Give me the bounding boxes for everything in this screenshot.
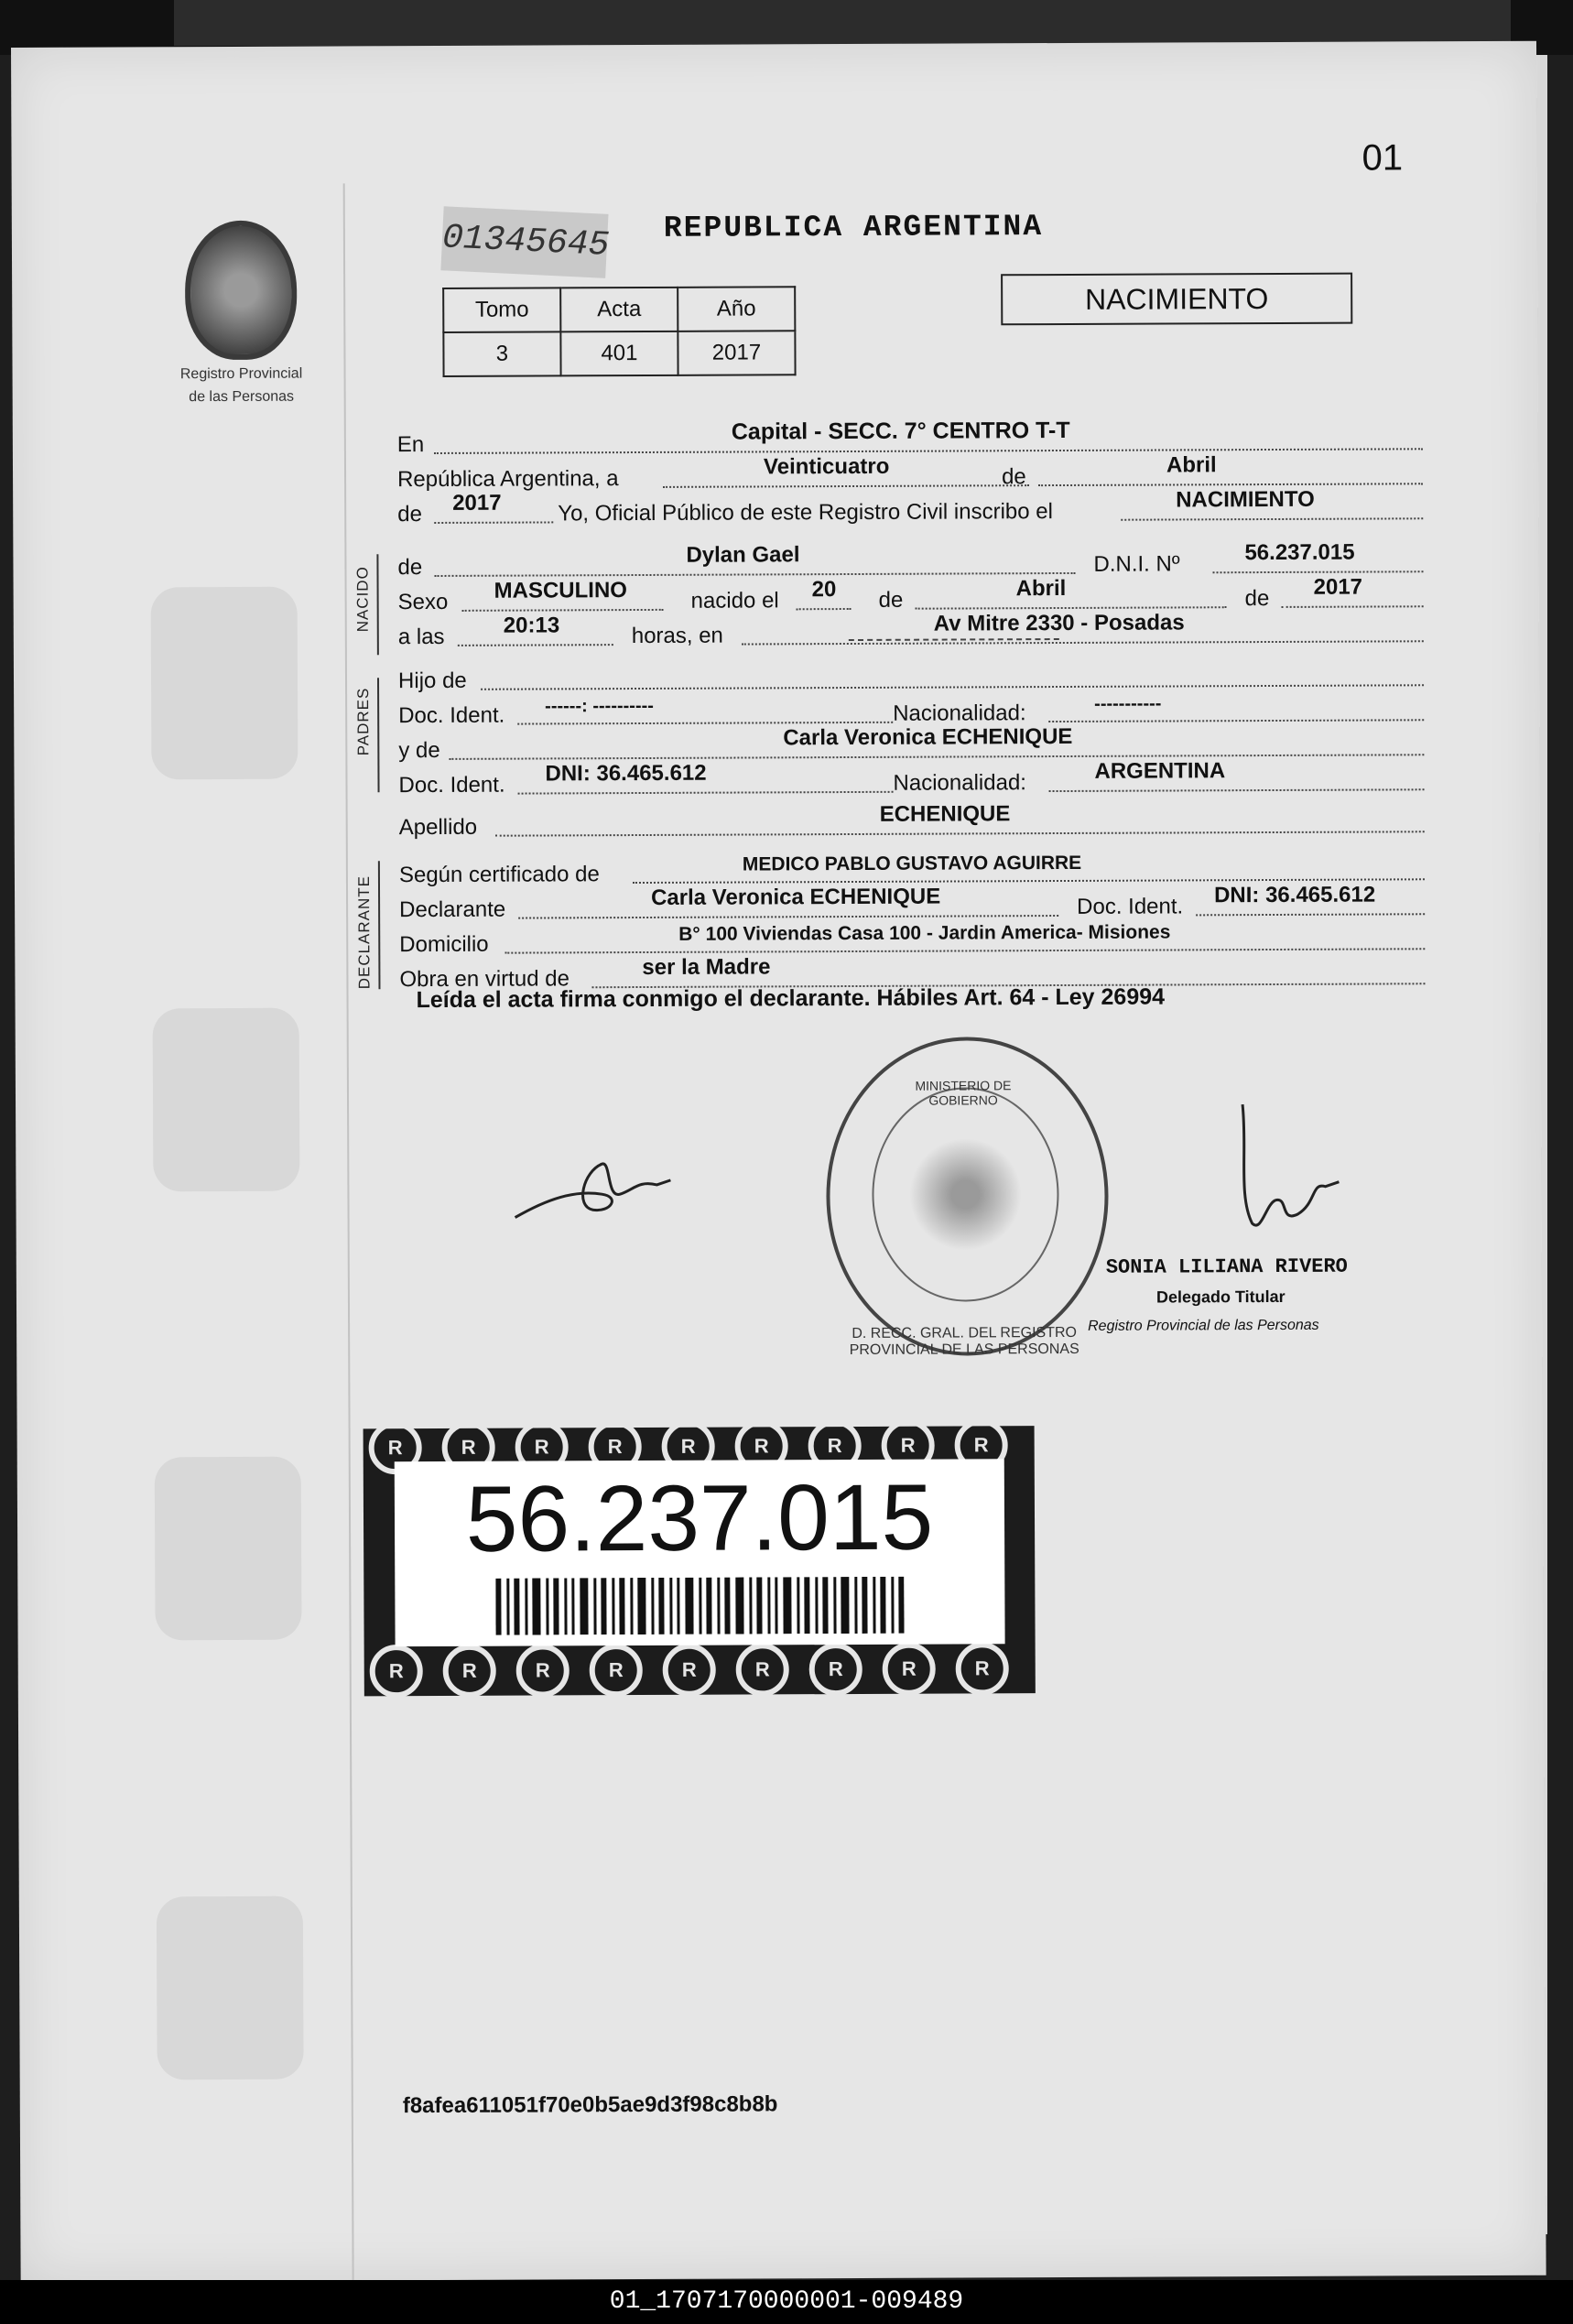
dotted-line [449, 754, 1424, 760]
field-obra: ser la Madre [642, 954, 771, 981]
ring-r-icon: R [882, 1419, 935, 1472]
field-hora: 20:13 [503, 613, 560, 638]
dotted-line [742, 640, 1424, 645]
dotted-line [434, 521, 553, 524]
faded-seal-image [151, 587, 298, 780]
dotted-line [495, 831, 1425, 836]
row-hora [397, 610, 1424, 650]
label-doc-ident: Doc. Ident. [398, 702, 505, 729]
dotted-line [1048, 719, 1424, 722]
row-madre-doc [398, 758, 1424, 798]
dotted-line [435, 572, 1076, 577]
field-domicilio: B° 100 Viviendas Casa 100 - Jardin America- Misiones [678, 921, 1171, 945]
label-y-de: y de [398, 737, 440, 764]
label-de: de [1001, 464, 1026, 490]
field-certificado: MEDICO PABLO GUSTAVO AGUIRRE [742, 852, 1082, 875]
field-anio-nac: 2017 [1313, 574, 1363, 600]
registry-logo [168, 221, 315, 407]
ring-r-icon: R [883, 1643, 936, 1696]
ring-r-icon: R [735, 1419, 788, 1472]
label-nacionalidad: Nacionalidad: [893, 770, 1027, 796]
ring-r-icon: R [515, 1420, 569, 1473]
dotted-line [434, 448, 1423, 454]
field-madre-nac: ARGENTINA [1094, 758, 1226, 784]
field-apellido: ECHENIQUE [879, 801, 1011, 827]
birth-certificate-page [11, 41, 1546, 2282]
label-en: En [396, 432, 425, 458]
dotted-line [663, 484, 1029, 488]
table-header: Año [678, 287, 795, 331]
dotted-line [1121, 517, 1423, 520]
paper-scrap [174, 0, 1511, 46]
field-mes: Abril [1166, 452, 1217, 478]
label-a-las: a las [397, 624, 445, 650]
margin-line [343, 183, 354, 2289]
dotted-line [517, 722, 893, 725]
field-padre-nac: ----------- [1094, 693, 1162, 714]
ring-r-icon: R [663, 1644, 716, 1697]
side-label-padres: PADRES [354, 687, 373, 756]
label-republica: República Argentina, a [397, 466, 619, 493]
field-declarante: Carla Veronica ECHENIQUE [650, 884, 941, 910]
table-cell: 401 [560, 331, 678, 376]
label-dni: D.N.I. Nº [1093, 551, 1180, 577]
label-doc-ident: Doc. Ident. [398, 772, 505, 798]
field-madre-doc: DNI: 36.465.612 [545, 760, 707, 787]
field-lugar: Capital - SECC. 7° CENTRO T-T [731, 417, 1070, 445]
officer-name: SONIA LILIANA RIVERO [1105, 1254, 1348, 1279]
label-nacionalidad: Nacionalidad: [893, 700, 1026, 726]
barcode-icon [495, 1577, 904, 1635]
label-declarante: Declarante [399, 896, 506, 923]
logo-caption-1: Registro Provincial [179, 365, 303, 383]
ring-r-icon: R [369, 1421, 422, 1474]
field-acto: NACIMIENTO [1176, 486, 1315, 513]
dotted-line [1213, 570, 1424, 573]
label-de: de [397, 555, 423, 581]
label-nacido-el: nacido el [690, 588, 779, 614]
field-declarante-doc: DNI: 36.465.612 [1213, 882, 1376, 908]
label-apellido: Apellido [398, 814, 478, 841]
field-anio: 2017 [452, 490, 502, 516]
ring-r-icon: R [955, 1418, 1008, 1472]
serial-number: 01345645 [440, 206, 608, 278]
label-segun: Según certificado de [398, 862, 600, 888]
ring-r-icon: R [442, 1421, 495, 1474]
label-obra: Obra en virtud de [399, 966, 570, 993]
dotted-line [916, 606, 1227, 609]
field-madre: Carla Veronica ECHENIQUE [783, 723, 1073, 751]
field-dia: 20 [811, 577, 837, 603]
dotted-line [462, 609, 664, 612]
file-name-bar: 01_1707170000001-009489 [0, 2280, 1573, 2324]
field-mes-nac: Abril [1015, 575, 1067, 602]
section-bar [377, 678, 380, 792]
label-doc-ident: Doc. Ident. [1077, 894, 1184, 919]
ring-r-icon: R [809, 1643, 862, 1696]
dotted-line [458, 644, 613, 646]
section-bar [378, 861, 381, 989]
faded-seal-image [157, 1896, 304, 2080]
officer-signature [1224, 1095, 1362, 1243]
dotted-line [1196, 913, 1425, 916]
dni-number: 56.237.015 [465, 1464, 934, 1571]
side-label-nacido: NACIDO [353, 566, 372, 633]
section-bar [376, 554, 378, 655]
table-header: Tomo [443, 288, 560, 332]
label-de: de [1244, 586, 1270, 612]
faded-seal-image [155, 1457, 302, 1641]
row-nombre [397, 539, 1423, 581]
dotted-line [518, 791, 894, 795]
logo-caption-2: de las Personas [189, 388, 295, 406]
ring-r-icon: R [516, 1644, 570, 1697]
officer-office: Registro Provincial de las Personas [1088, 1317, 1319, 1334]
dotted-line [797, 608, 852, 610]
ring-r-icon: R [956, 1642, 1009, 1695]
field-sexo: MASCULINO [494, 578, 627, 603]
ring-r-icon: R [370, 1645, 423, 1698]
table-cell: 2017 [678, 331, 795, 375]
row-domicilio [399, 920, 1425, 958]
document-hash: f8afea611051f70e0b5ae9d3f98c8b8b [402, 2091, 778, 2119]
faded-seal-image [153, 1008, 300, 1192]
row-padre-doc [398, 691, 1424, 729]
field-lugar-nac: Av Mitre 2330 - Posadas [933, 610, 1185, 636]
act-type-box: NACIMIENTO [1001, 273, 1352, 326]
dni-label [363, 1426, 1036, 1696]
page-number: 01 [1361, 137, 1404, 179]
label-hijo-de: Hijo de [397, 668, 467, 694]
ring-r-icon: R [808, 1419, 862, 1472]
stamp-emblem-icon [872, 1087, 1059, 1302]
stamp-text: D. RECC. GRAL. DEL REGISTRO PROVINCIAL DE LAS PERSONAS [849, 1324, 1079, 1359]
label-de: de [397, 502, 422, 527]
province-seal-icon [185, 221, 298, 361]
document-title: REPUBLICA ARGENTINA [663, 210, 1044, 245]
label-yo: Yo, Oficial Público de este Registro Civil inscribo el [558, 499, 1053, 527]
field-dia-letras: Veinticuatro [763, 453, 890, 480]
ring-r-icon: R [443, 1645, 496, 1698]
ring-r-icon: R [736, 1643, 789, 1696]
row-madre [398, 723, 1424, 764]
row-declarante [399, 882, 1425, 923]
field-padre-doc: ------: ---------- [545, 695, 654, 717]
declarant-signature [510, 1153, 675, 1236]
dotted-line [481, 684, 1424, 690]
table-cell: 3 [443, 331, 560, 376]
row-sexo [397, 574, 1424, 615]
stamp-inner-text: MINISTERIO DE GOBIERNO [915, 1078, 1012, 1108]
row-lugar [396, 417, 1423, 458]
dotted-line [1038, 483, 1423, 486]
dotted-line [504, 948, 1425, 953]
dotted-line [1049, 788, 1425, 792]
dni-label-panel [395, 1459, 1005, 1646]
dotted-line [518, 915, 1058, 919]
label-sexo: Sexo [397, 589, 449, 615]
dotted-line [1282, 605, 1424, 608]
side-label-declarante: DECLARANTE [354, 874, 374, 990]
ring-r-icon: R [589, 1420, 642, 1473]
label-de: de [878, 587, 904, 613]
field-dni: 56.237.015 [1244, 539, 1355, 566]
registry-table [442, 286, 796, 377]
field-nombre: Dylan Gael [686, 542, 800, 568]
closing-statement: Leída el acta firma conmigo el declarante. Hábiles Art. 64 - Ley 26994 [416, 983, 1166, 1014]
label-horas-en: horas, en [631, 623, 723, 649]
ring-r-icon: R [590, 1644, 643, 1697]
table-header: Acta [560, 288, 678, 332]
officer-role: Delegado Titular [1155, 1287, 1286, 1307]
row-hijo-de [398, 657, 1424, 694]
label-domicilio: Domicilio [399, 931, 489, 958]
ring-r-icon: R [662, 1420, 715, 1473]
row-apellido [399, 803, 1425, 841]
row-anio [397, 486, 1423, 527]
